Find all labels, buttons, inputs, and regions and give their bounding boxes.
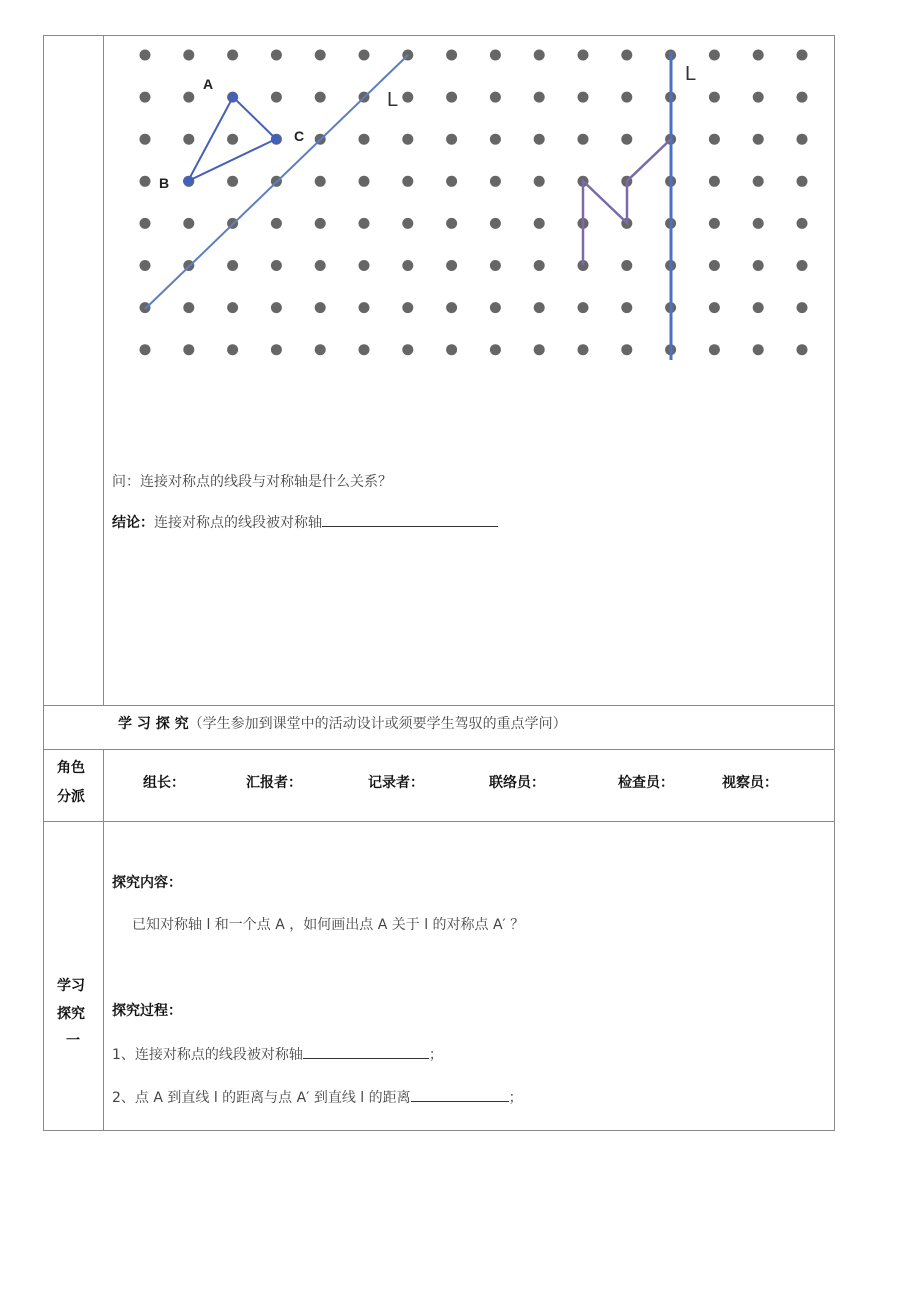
grid-dot: [402, 260, 413, 271]
grid-dot: [534, 344, 545, 355]
grid-dot: [315, 218, 326, 229]
grid-dot: [753, 260, 764, 271]
grid-dot: [446, 302, 457, 313]
grid-dot: [140, 176, 151, 187]
grid-dot: [271, 260, 282, 271]
grid-dot: [534, 50, 545, 61]
step-1-end: ；: [428, 1047, 443, 1063]
grid-dot: [578, 134, 589, 145]
inquiry1-side-line3: 一: [66, 1033, 80, 1049]
grid-dot: [709, 218, 720, 229]
label-b: B: [159, 175, 170, 191]
grid-dot: [271, 302, 282, 313]
grid-dot: [797, 92, 808, 103]
grid-dot: [402, 302, 413, 313]
grid-dot: [621, 92, 632, 103]
grid-dot: [446, 50, 457, 61]
grid-dot: [359, 260, 370, 271]
grid-dot: [534, 218, 545, 229]
grid-dot: [490, 176, 501, 187]
grid-dot: [183, 134, 194, 145]
roles-label-line2: 分派: [57, 789, 85, 805]
grid-dot: [797, 50, 808, 61]
grid-dot: [271, 92, 282, 103]
step-2-text: 2、点 A 到直线 l 的距离与点 A′ 到直线 l 的距离: [112, 1090, 411, 1106]
grid-dot: [490, 134, 501, 145]
grid-dot: [534, 134, 545, 145]
section-title: 学 习 探 究: [118, 716, 189, 732]
label-a: A: [203, 76, 214, 92]
grid-dot: [753, 176, 764, 187]
grid-dot: [490, 260, 501, 271]
grid-dot: [402, 176, 413, 187]
grid-dot: [402, 344, 413, 355]
grid-dot: [446, 176, 457, 187]
row-divider-1: [43, 705, 835, 706]
grid-dot: [490, 92, 501, 103]
grid-dot: [315, 92, 326, 103]
step-2-end: ；: [508, 1090, 523, 1106]
grid-dot: [797, 302, 808, 313]
grid-dot: [753, 92, 764, 103]
inquiry1-side-line2: 探究: [57, 1006, 85, 1022]
inquiry-step-1: [112, 1044, 443, 1064]
grid-dot: [753, 344, 764, 355]
step-2-blank[interactable]: [411, 1087, 509, 1102]
roles-label-line1: 角色: [57, 760, 85, 776]
grid-dot: [227, 134, 238, 145]
grid-dot: [709, 302, 720, 313]
step-1-text: 1、连接对称点的线段被对称轴: [112, 1047, 303, 1063]
grid-dot: [140, 92, 151, 103]
grid-dot: [578, 302, 589, 313]
grid-dot: [578, 344, 589, 355]
inquiry-process-label: 探究过程：: [112, 1003, 182, 1019]
point-a: [228, 92, 238, 102]
grid-dot: [271, 218, 282, 229]
role-checker: 检查员：: [618, 775, 674, 791]
question-text: 问：连接对称点的线段与对称轴是什么关系？: [112, 474, 392, 490]
conclusion-text: 连接对称点的线段被对称轴: [154, 515, 322, 531]
inquiry1-side-line1: 学习: [57, 978, 85, 994]
row-divider-3: [43, 821, 835, 822]
grid-dot: [183, 92, 194, 103]
role-leader: 组长：: [143, 775, 185, 791]
grid-dot: [227, 302, 238, 313]
grid-dot: [534, 302, 545, 313]
role-liaison: 联络员：: [489, 775, 545, 791]
role-observer: 视察员：: [722, 775, 778, 791]
grid-dot: [359, 302, 370, 313]
grid-dot: [446, 92, 457, 103]
grid-dot: [490, 344, 501, 355]
grid-dot: [359, 176, 370, 187]
grid-dot: [315, 260, 326, 271]
inquiry-content-label: 探究内容：: [112, 875, 182, 891]
grid-dot: [227, 344, 238, 355]
grid-dot: [753, 302, 764, 313]
grid-dot: [797, 344, 808, 355]
grid-dot: [709, 344, 720, 355]
grid-dot: [753, 218, 764, 229]
grid-dot: [271, 50, 282, 61]
grid-dot: [183, 344, 194, 355]
n-shape: [583, 139, 671, 265]
point-c: [271, 134, 281, 144]
grid-dot: [227, 50, 238, 61]
grid-dot: [797, 260, 808, 271]
row-divider-2: [43, 749, 835, 750]
grid-dot: [446, 344, 457, 355]
grid-dot: [621, 134, 632, 145]
grid-dot: [797, 134, 808, 145]
symmetry-dot-grid-figure: [0, 0, 920, 400]
grid-dot: [709, 50, 720, 61]
grid-dot: [140, 218, 151, 229]
label-axis-diagonal: L: [387, 89, 399, 111]
column-divider-bottom: [103, 749, 104, 1131]
grid-dot: [140, 50, 151, 61]
grid-dot: [446, 218, 457, 229]
grid-dot: [359, 50, 370, 61]
grid-dot: [709, 134, 720, 145]
grid-dot: [621, 302, 632, 313]
grid-dot: [140, 134, 151, 145]
grid-dot: [315, 50, 326, 61]
label-c: C: [294, 128, 305, 144]
grid-dot: [490, 50, 501, 61]
conclusion-label: 结论：: [112, 515, 154, 531]
grid-dot: [797, 218, 808, 229]
grid-dot: [490, 218, 501, 229]
grid-dot: [621, 260, 632, 271]
role-recorder: 记录者：: [368, 775, 424, 791]
grid-dot: [140, 344, 151, 355]
grid-dot: [753, 134, 764, 145]
inquiry-content-text: 已知对称轴 l 和一个点 A ，如何画出点 A 关于 l 的对称点 A′ ？: [132, 917, 525, 933]
grid-dots: [140, 50, 808, 356]
grid-dot: [183, 218, 194, 229]
grid-dot: [359, 134, 370, 145]
grid-dot: [271, 344, 282, 355]
grid-dot: [490, 302, 501, 313]
conclusion-line: [112, 512, 498, 532]
grid-dot: [534, 92, 545, 103]
grid-dot: [446, 134, 457, 145]
role-reporter: 汇报者：: [246, 775, 302, 791]
grid-dot: [227, 260, 238, 271]
grid-dot: [315, 302, 326, 313]
grid-dot: [359, 218, 370, 229]
grid-dot: [183, 302, 194, 313]
grid-dot: [709, 260, 720, 271]
grid-dot: [534, 176, 545, 187]
grid-dot: [315, 176, 326, 187]
grid-dot: [709, 176, 720, 187]
grid-dot: [621, 50, 632, 61]
table-border-bottom: [43, 1130, 835, 1131]
section-description: （学生参加到课堂中的活动设计或须要学生驾驭的重点学问）: [188, 716, 567, 732]
conclusion-blank[interactable]: [322, 512, 498, 527]
grid-dot: [315, 344, 326, 355]
grid-dot: [446, 260, 457, 271]
grid-dot: [402, 92, 413, 103]
section-header: [118, 713, 567, 733]
grid-dot: [534, 260, 545, 271]
inquiry-step-2: [112, 1087, 523, 1107]
grid-dot: [227, 176, 238, 187]
grid-dot: [753, 50, 764, 61]
grid-dot: [140, 260, 151, 271]
point-b: [183, 176, 193, 186]
grid-dot: [402, 218, 413, 229]
grid-dot: [797, 176, 808, 187]
grid-dot: [183, 50, 194, 61]
grid-dot: [359, 344, 370, 355]
grid-dot: [621, 344, 632, 355]
grid-dot: [140, 302, 151, 313]
grid-dot: [578, 92, 589, 103]
grid-dot: [578, 50, 589, 61]
label-axis-vertical: L: [685, 63, 697, 85]
step-1-blank[interactable]: [303, 1044, 429, 1059]
grid-dot: [709, 92, 720, 103]
grid-dot: [402, 134, 413, 145]
